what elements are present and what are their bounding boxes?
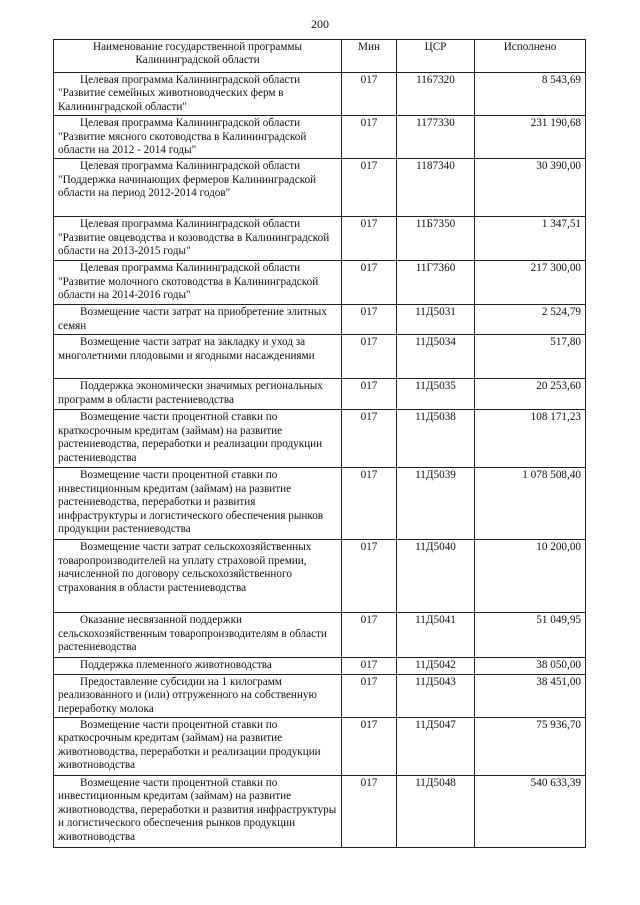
executed-cell: 8 543,69 [475,73,586,116]
program-name-cell: Целевая программа Калининградской области "Развитие молочного скотоводства в Калининградской области на 2014-2016 годы" [54,261,342,305]
executed-cell: 38 050,00 [475,658,586,674]
program-name-cell: Целевая программа Калининградской области "Развитие семейных животноводческих ферм в Калининградской области" [54,73,342,116]
executed-cell: 108 171,23 [475,410,586,468]
executed-cell: 10 200,00 [475,540,586,613]
executed-cell: 38 451,00 [475,674,586,717]
executed-cell: 217 300,00 [475,261,586,305]
executed-cell: 2 524,79 [475,305,586,335]
program-name-cell: Возмещение части затрат сельскохозяйственных товаропроизводителей на уплату страховой премии, начисленной по договору сельскохозяйственного страхования в области растениеводства [54,540,342,613]
table-row [54,261,586,305]
ministry-cell: 017 [342,718,397,776]
program-name-cell: Целевая программа Калининградской области "Развитие мясного скотоводства в Калининградской области на 2012 - 2014 годы" [54,116,342,159]
csr-cell: 11Д5043 [397,674,475,717]
table-row [54,159,586,217]
executed-cell: 540 633,39 [475,776,586,848]
ministry-cell: 017 [342,217,397,261]
program-name-cell: Оказание несвязанной поддержки сельскохозяйственным товаропроизводителям в области растениеводства [54,613,342,658]
csr-cell: 11Д5034 [397,335,475,379]
program-name-cell: Возмещение части процентной ставки по краткосрочным кредитам (займам) на развитие животноводства, переработки и реализации продукции животноводства [54,718,342,776]
program-name-cell: Возмещение части затрат на приобретение элитных семян [54,305,342,335]
ministry-cell: 017 [342,468,397,540]
table-row [54,718,586,776]
ministry-cell: 017 [342,305,397,335]
ministry-cell: 017 [342,658,397,674]
csr-cell: 11Д5047 [397,718,475,776]
csr-cell: 11Д5041 [397,613,475,658]
csr-cell: 11Д5035 [397,379,475,410]
program-name-cell: Целевая программа Калининградской области "Развитие овцеводства и козоводства в Калининградской области на 2013-2015 годы" [54,217,342,261]
program-name-cell: Поддержка экономически значимых региональных программ в области растениеводства [54,379,342,410]
ministry-cell: 017 [342,116,397,159]
header-program-name: Наименование государственной программы Калининградской области [54,40,342,73]
ministry-cell: 017 [342,613,397,658]
ministry-cell: 017 [342,674,397,717]
executed-cell: 51 049,95 [475,613,586,658]
table-row [54,217,586,261]
program-name-cell: Предоставление субсидии на 1 килограмм реализованного и (или) отгруженного на собственную переработку молока [54,674,342,717]
table-row [54,613,586,658]
ministry-cell: 017 [342,335,397,379]
csr-cell: 1167320 [397,73,475,116]
executed-cell: 30 390,00 [475,159,586,217]
budget-execution-table [53,39,586,848]
page-number: 200 [311,17,329,31]
csr-cell: 11Д5039 [397,468,475,540]
executed-cell: 1 347,51 [475,217,586,261]
csr-cell: 11Г7360 [397,261,475,305]
table-row [54,116,586,159]
table-row [54,468,586,540]
csr-cell: 11Д5042 [397,658,475,674]
executed-cell: 231 190,68 [475,116,586,159]
program-name-cell: Целевая программа Калининградской области "Поддержка начинающих фермеров Калининградской области на период 2012-2014 годов" [54,159,342,217]
ministry-cell: 017 [342,159,397,217]
csr-cell: 11Д5040 [397,540,475,613]
ministry-cell: 017 [342,776,397,848]
csr-cell: 11Б7350 [397,217,475,261]
program-name-cell: Возмещение части процентной ставки по инвестиционным кредитам (займам) на развитие животноводства, переработки и развития инфраструктуры и логистического обеспечения рынков продукции животноводства [54,776,342,848]
ministry-cell: 017 [342,73,397,116]
program-name-cell: Поддержка племенного животноводства [54,658,342,674]
table-row [54,540,586,613]
header-executed: Исполнено [475,40,586,73]
csr-cell: 11Д5048 [397,776,475,848]
table-row [54,305,586,335]
ministry-cell: 017 [342,379,397,410]
table-row [54,73,586,116]
table-row [54,379,586,410]
csr-cell: 1187340 [397,159,475,217]
csr-cell: 11Д5031 [397,305,475,335]
table-row [54,335,586,379]
executed-cell: 20 253,60 [475,379,586,410]
program-name-cell: Возмещение части процентной ставки по краткосрочным кредитам (займам) на развитие растениеводства, переработки и реализации продукции растениеводства [54,410,342,468]
executed-cell: 1 078 508,40 [475,468,586,540]
table-header-row [54,40,586,73]
program-name-cell: Возмещение части затрат на закладку и уход за многолетними плодовыми и ягодными насаждениями [54,335,342,379]
ministry-cell: 017 [342,410,397,468]
header-ministry: Мин [342,40,397,73]
ministry-cell: 017 [342,540,397,613]
executed-cell: 517,80 [475,335,586,379]
table-row [54,410,586,468]
executed-cell: 75 936,70 [475,718,586,776]
csr-cell: 1177330 [397,116,475,159]
header-target-article: ЦСР [397,40,475,73]
csr-cell: 11Д5038 [397,410,475,468]
program-name-cell: Возмещение части процентной ставки по инвестиционным кредитам (займам) на развитие растениеводства, переработки и развития инфраструктуры и логистического обеспечения рынков продукции растениеводства [54,468,342,540]
table-row [54,658,586,674]
ministry-cell: 017 [342,261,397,305]
table-row [54,776,586,848]
table-row [54,674,586,717]
